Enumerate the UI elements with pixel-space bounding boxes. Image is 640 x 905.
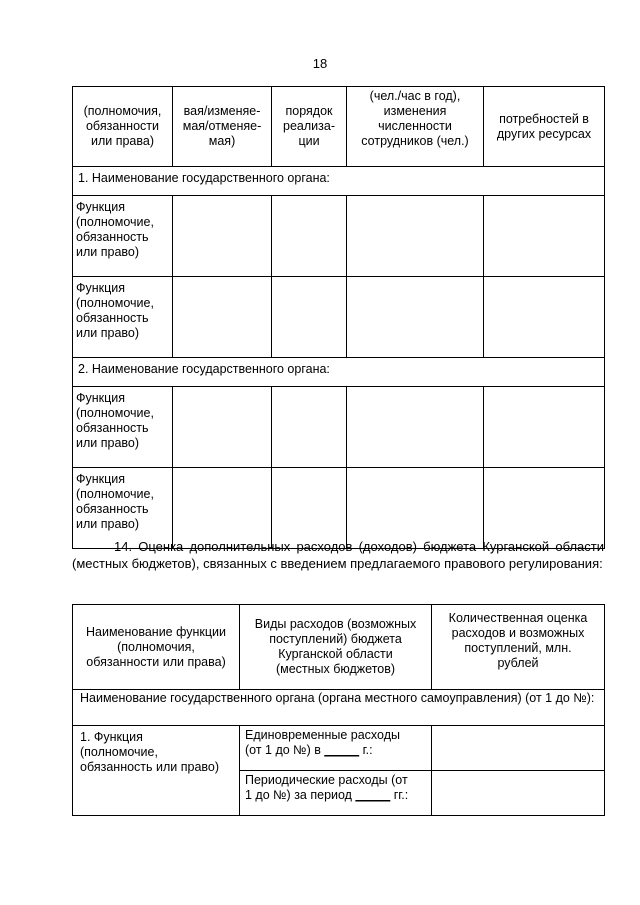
page-number: 18 <box>312 56 328 71</box>
header-line: порядок <box>285 104 333 118</box>
empty-cell <box>432 771 605 816</box>
function-cell <box>73 726 240 816</box>
header-cell-status <box>173 87 272 167</box>
function-line: (полномочие, <box>76 296 154 310</box>
header-line: (полномочия, <box>117 639 195 654</box>
expense-line: Периодические расходы (от <box>245 773 408 787</box>
empty-cell <box>432 726 605 771</box>
org-row <box>73 690 605 726</box>
header-cell-procedure <box>272 87 347 167</box>
empty-cell <box>173 387 272 468</box>
empty-cell <box>272 277 347 358</box>
function-line: (полномочие, <box>80 745 158 759</box>
header-line: (полномочия, <box>83 104 162 118</box>
function-line: Функция <box>76 281 126 295</box>
empty-cell <box>173 196 272 277</box>
blank-field: _____ <box>355 788 391 802</box>
one-time-expenses-cell <box>240 726 432 771</box>
header-cell-function <box>73 605 240 690</box>
empty-cell <box>484 468 605 549</box>
paragraph-rest: области (местных бюджетов), связанных с введением предлагаемого правового регулирования: <box>72 539 604 571</box>
header-cell-labor <box>347 87 484 167</box>
header-line: или права) <box>90 134 155 148</box>
function-line: (полномочие, <box>76 406 154 420</box>
function-cell <box>73 196 173 277</box>
expense-line: (от 1 до №) в <box>245 743 321 757</box>
header-cell-function <box>73 87 173 167</box>
paragraph-first-line: 14. Оценка дополнительных расходов (доходов) бюджета Курганской <box>114 539 550 554</box>
header-line: потребностей в <box>499 111 589 126</box>
empty-cell <box>347 196 484 277</box>
function-line: обязанность <box>76 311 149 325</box>
function-line: 1. Функция <box>80 730 143 744</box>
org-name-label: 2. Наименование государственного органа: <box>73 358 605 387</box>
header-line: обязанности <box>85 119 159 133</box>
expense-line: гг.: <box>393 788 409 802</box>
function-line: или право) <box>76 326 140 340</box>
empty-cell <box>347 468 484 549</box>
header-line: рублей <box>497 656 539 670</box>
expense-line: Единовременные расходы <box>245 728 400 742</box>
functions-table <box>72 86 605 549</box>
function-line: обязанность <box>76 502 149 516</box>
empty-cell <box>484 387 605 468</box>
expense-line: г.: <box>362 743 373 757</box>
expense-line: 1 до №) за период <box>245 788 352 802</box>
header-line: (местных бюджетов) <box>275 662 396 676</box>
header-line: мая/отменяе- <box>182 119 262 133</box>
section-14-paragraph <box>72 538 604 572</box>
function-line: или право) <box>76 436 140 450</box>
header-line: обязанности или права) <box>86 654 226 669</box>
header-cell-expense-types <box>240 605 432 690</box>
empty-cell <box>347 277 484 358</box>
header-line: мая) <box>208 134 236 148</box>
table-row <box>73 387 605 468</box>
function-line: или право) <box>76 245 140 259</box>
empty-cell <box>272 196 347 277</box>
expenses-table <box>72 604 605 816</box>
empty-cell <box>347 387 484 468</box>
function-line: Функция <box>76 472 126 486</box>
empty-cell <box>173 468 272 549</box>
function-line: Функция <box>76 391 126 405</box>
header-line: Курганской области <box>278 647 393 661</box>
function-line: (полномочие, <box>76 215 154 229</box>
function-cell <box>73 277 173 358</box>
header-line: Виды расходов (возможных <box>254 617 417 631</box>
header-line: поступлений, млн. <box>464 641 572 655</box>
header-cell-quantitative <box>432 605 605 690</box>
header-line: Наименование функции <box>85 624 226 639</box>
table-header-row <box>73 605 605 690</box>
empty-cell <box>484 196 605 277</box>
header-line: сотрудников (чел.) <box>361 134 469 148</box>
org-row <box>73 167 605 196</box>
header-line: Количественная оценка <box>448 611 588 625</box>
function-line: обязанность <box>76 230 149 244</box>
table-row <box>73 277 605 358</box>
org-name-label: Наименование государственного органа (органа местного самоуправления) (от 1 до №): <box>73 690 605 726</box>
empty-cell <box>484 277 605 358</box>
table-row <box>73 196 605 277</box>
function-line: (полномочие, <box>76 487 154 501</box>
empty-cell <box>272 387 347 468</box>
org-name-label: 1. Наименование государственного органа: <box>73 167 605 196</box>
header-line: ции <box>298 134 320 148</box>
function-cell <box>73 387 173 468</box>
blank-field: _____ <box>324 743 360 757</box>
header-line: других ресурсах <box>496 126 592 141</box>
header-line: изменения <box>383 104 447 118</box>
table-row <box>73 468 605 549</box>
header-line: реализа- <box>283 119 335 133</box>
table-row <box>73 726 605 771</box>
function-line: или право) <box>76 517 140 531</box>
header-line: (чел./час в год), <box>369 89 461 103</box>
periodic-expenses-cell <box>240 771 432 816</box>
empty-cell <box>272 468 347 549</box>
function-cell <box>73 468 173 549</box>
function-line: Функция <box>76 200 126 214</box>
function-line: обязанность <box>76 421 149 435</box>
empty-cell <box>173 277 272 358</box>
org-row <box>73 358 605 387</box>
header-cell-resources <box>484 87 605 167</box>
table-header-row <box>73 87 605 167</box>
function-line: обязанность или право) <box>80 760 220 774</box>
header-line: численности <box>378 119 452 133</box>
header-line: расходов и возможных <box>451 626 585 640</box>
header-line: вая/изменяе- <box>183 104 261 118</box>
header-line: поступлений) бюджета <box>269 632 402 646</box>
